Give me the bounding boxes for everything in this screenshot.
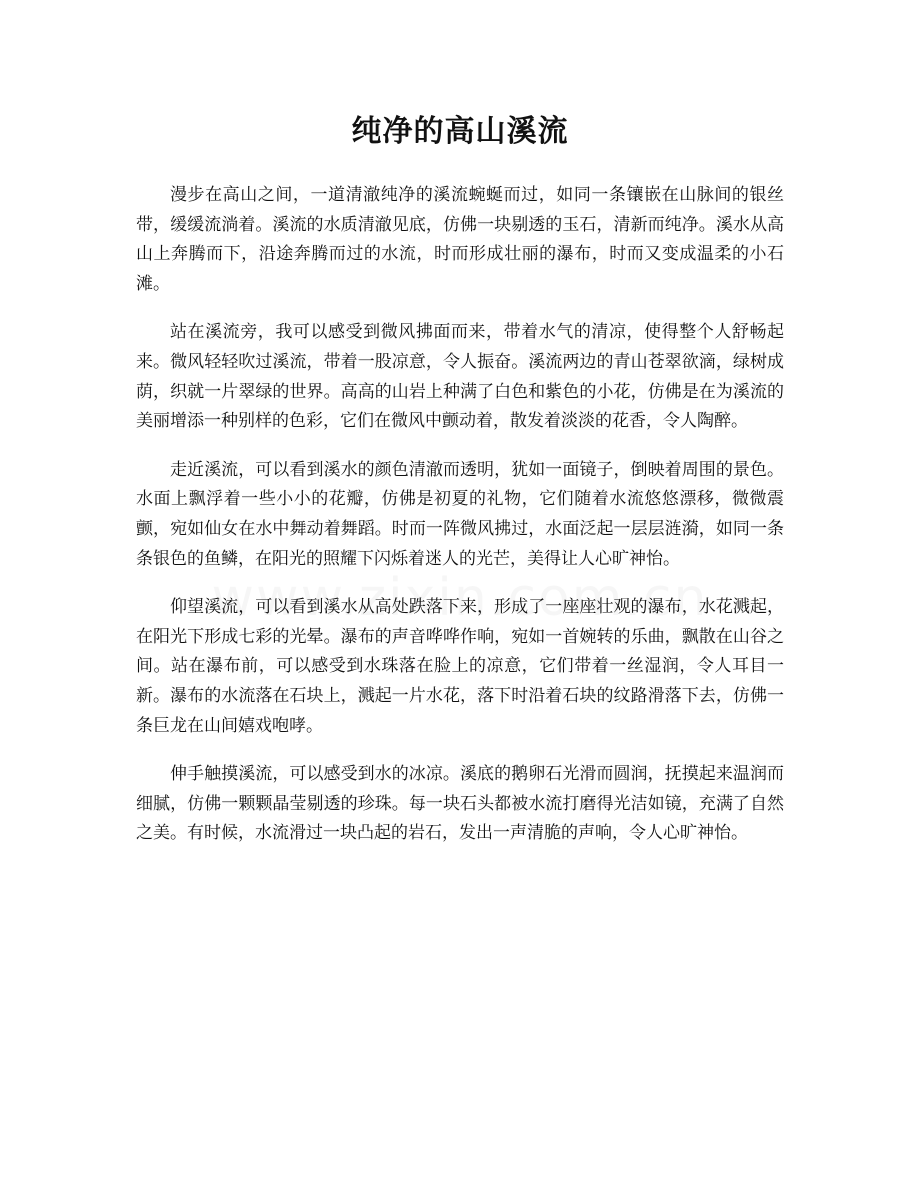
- document-body: [136, 181, 784, 868]
- paragraph-3: 走近溪流，可以看到溪水的颜色清澈而透明，犹如一面镜子，倒映着周围的景色。水面上飘浮着一些小小的花瓣，仿佛是初夏的礼物，它们随着水流悠悠漂移，微微震颤，宛如仙女在水中舞动着舞蹈。时而一阵微风拂过，水面泛起一层层涟漪，如同一条条银色的鱼鳞，在阳光的照耀下闪烁着迷人的光芒，美得让人心旷神怡。: [136, 459, 784, 569]
- paragraph-4: 仰望溪流，可以看到溪水从高处跌落下来，形成了一座座壮观的瀑布，水花溅起，在阳光下形成七彩的光晕。瀑布的声音哗哗作响，宛如一首婉转的乐曲，飘散在山谷之间。站在瀑布前，可以感受到水珠落在脸上的凉意，它们带着一丝湿润，令人耳目一新。瀑布的水流落在石块上，溅起一片水花，落下时沿着石块的纹路滑落下去，仿佛一条巨龙在山间嬉戏咆哮。: [136, 597, 784, 736]
- paragraph-5: 伸手触摸溪流，可以感受到水的冰凉。溪底的鹅卵石光滑而圆润，抚摸起来温润而细腻，仿佛一颗颗晶莹剔透的珍珠。每一块石头都被水流打磨得光洁如镜，充满了自然之美。有时候，水流滑过一块凸起的岩石，发出一声清脆的声响，令人心旷神怡。: [136, 764, 784, 844]
- paragraph-1: 漫步在高山之间，一道清澈纯净的溪流蜿蜒而过，如同一条镶嵌在山脉间的银丝带，缓缓流淌着。溪流的水质清澈见底，仿佛一块剔透的玉石，清新而纯净。溪水从高山上奔腾而下，沿途奔腾而过的水流，时而形成壮丽的瀑布，时而又变成温柔的小石滩。: [136, 185, 784, 294]
- page-title: 纯净的高山溪流: [351, 114, 569, 149]
- paragraph-2: 站在溪流旁，我可以感受到微风拂面而来，带着水气的清凉，使得整个人舒畅起来。微风轻轻吹过溪流，带着一股凉意，令人振奋。溪流两边的青山苍翠欲滴，绿树成荫，织就一片翠绿的世界。高高的山岩上种满了白色和紫色的小花，仿佛是在为溪流的美丽增添一种别样的色彩，它们在微风中颤动着，散发着淡淡的花香，令人陶醉。: [136, 322, 784, 432]
